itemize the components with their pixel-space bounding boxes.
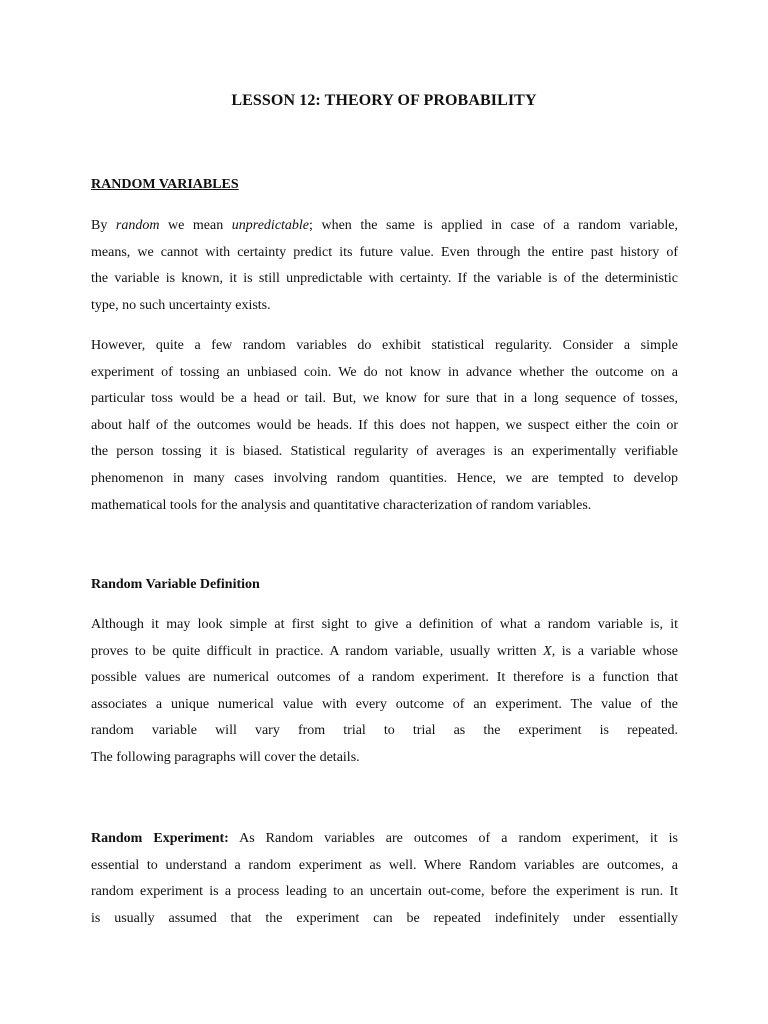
paragraph-2 — [91, 333, 678, 519]
text-run: By — [91, 218, 116, 233]
paragraph-3-line-2 — [91, 639, 678, 666]
paragraph-3-line-5: random variable will vary from trial to trial as the experiment is repeated. — [91, 723, 678, 739]
subheading: Random Variable Definition — [91, 577, 260, 592]
section-heading: RANDOM VARIABLES — [91, 177, 239, 192]
paragraph-4-line-3: random experiment is a process leading to an uncertain out-come, before the experiment is run. It — [91, 884, 678, 900]
text-run: we mean — [159, 218, 232, 233]
text-run: proves to be quite difficult in practice. A random variable, usually written — [91, 643, 544, 659]
paragraph-2-line-5: the person tossing it is biased. Statistical regularity of averages is an experimentally verifiable — [91, 444, 678, 460]
paragraph-3-line-6: The following paragraphs will cover the details. — [91, 749, 360, 765]
paragraph-4-line-2: essential to understand a random experiment as well. Where Random variables are outcomes, a — [91, 857, 678, 873]
paragraph-2-line-7: mathematical tools for the analysis and quantitative characterization of random variables. — [91, 497, 592, 513]
emphasis-unpredictable: unpredictable — [231, 218, 310, 233]
paragraph-2-line-1: However, quite a few random variables do exhibit statistical regularity. Consider a simple — [91, 338, 678, 353]
paragraph-2-line-6: phenomenon in many cases involving random quantities. Hence, we are tempted to develop — [91, 470, 678, 486]
paragraph-1-line-1 — [91, 213, 678, 240]
paragraph-4-line-1 — [91, 826, 678, 853]
paragraph-1-line-2: means, we cannot with certainty predict its future value. Even through the entire past history of — [91, 244, 678, 260]
emphasis-random: random — [115, 218, 160, 233]
paragraph-1-line-4: type, no such uncertainty exists. — [91, 297, 271, 313]
paragraph-3-line-3: possible values are numerical outcomes of a random experiment. It therefore is a function that — [91, 670, 678, 686]
text-run: , is a variable whose — [551, 643, 678, 659]
paragraph-3 — [91, 612, 678, 772]
page-title: LESSON 12: THEORY OF PROBABILITY — [231, 92, 537, 109]
paragraph-1-line-3: the variable is known, it is still unpredictable with certainty. If the variable is of the deterministic — [91, 271, 678, 287]
paragraph-4 — [91, 826, 678, 932]
paragraph-3-line-4: associates a unique numerical value with every outcome of an experiment. The value of the — [91, 696, 678, 712]
paragraph-2-line-4: about half of the outcomes would be heads. If this does not happen, we suspect either the coin or — [91, 417, 678, 433]
emphasis-x: X — [543, 643, 552, 659]
paragraph-2-line-3: particular toss would be a head or tail. But, we know for sure that in a long sequence of tosses, — [91, 391, 678, 407]
paragraph-1 — [91, 213, 678, 319]
paragraph-2-line-2: experiment of tossing an unbiased coin. We do not know in advance whether the outcome on a — [91, 364, 678, 380]
paragraph-4-line-4: is usually assumed that the experiment can be repeated indefinitely under essentially — [91, 910, 678, 926]
term-random-experiment: Random Experiment: — [91, 831, 229, 846]
text-run: As Random variables are outcomes of a random experiment, it is — [228, 831, 678, 846]
paragraph-3-line-1: Although it may look simple at first sight to give a definition of what a random variable is, it — [91, 617, 678, 632]
text-run: ; when the same is applied in case of a random variable, — [309, 218, 678, 233]
